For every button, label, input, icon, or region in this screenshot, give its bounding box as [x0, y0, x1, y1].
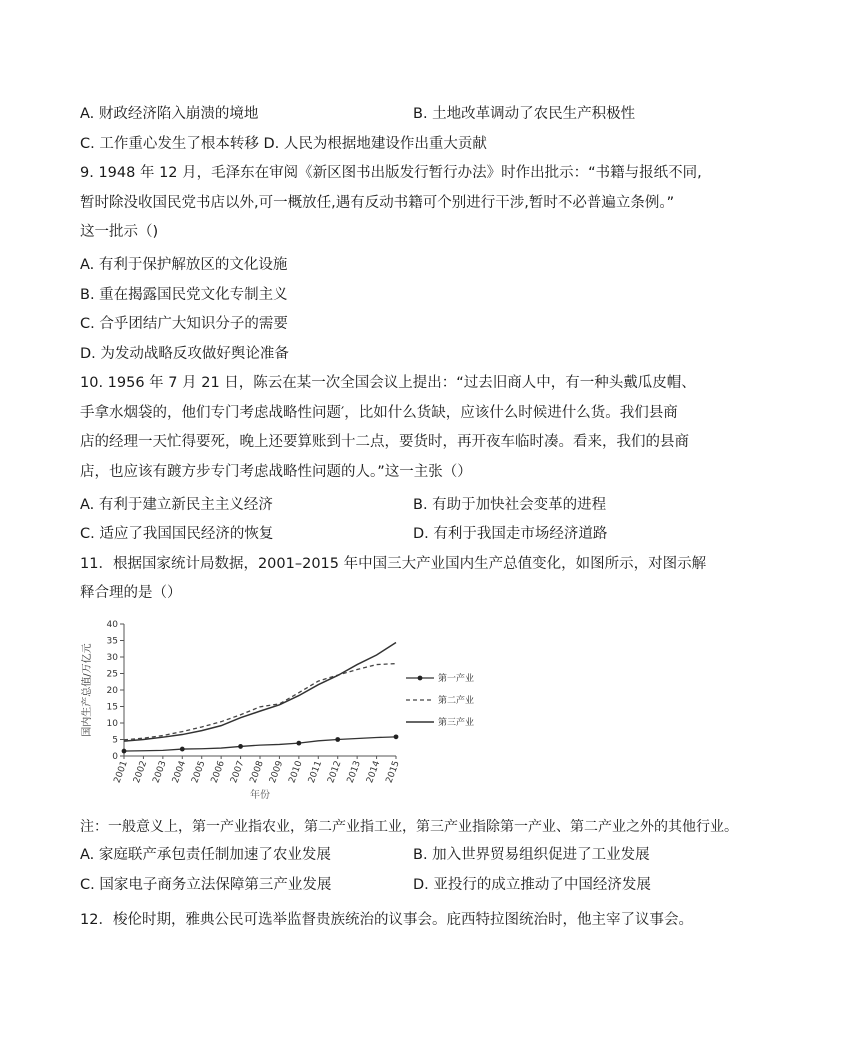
q10-option-a: A. 有利于建立新民主主义经济	[80, 497, 273, 513]
series-1-point	[394, 734, 399, 739]
x-tick-label: 2007	[229, 759, 247, 785]
y-tick-label: 5	[112, 735, 118, 746]
q9-stem-line1: 9. 1948 年 12 月，毛泽东在审阅《新区图书出版发行暂行办法》时作出批示：“书籍与报纸不同,	[80, 165, 702, 181]
q10-stem-line3: 店的经理一天忙得要死，晚上还要算账到十二点，要货时，再开夜车临时凑。看来，我们的县商	[80, 434, 689, 450]
q9-stem-line2: 暂时除没收国民党书店以外,可一概放任,遇有反动书籍可个别进行干涉,暂时不必普遍立条例。”	[80, 195, 675, 211]
q10-option-b: B. 有助于加快社会变革的进程	[413, 497, 607, 513]
y-tick-label: 40	[106, 620, 118, 630]
q9-option-d: D. 为发动战略反攻做好舆论准备	[80, 346, 289, 362]
x-tick-label: 2010	[287, 759, 305, 785]
q11-option-d: D. 亚投行的成立推动了中国经济发展	[413, 877, 651, 893]
q8-option-b: B. 土地改革调动了农民生产积极性	[413, 106, 636, 122]
series-1-point	[238, 744, 243, 749]
x-tick-label: 2008	[248, 759, 266, 785]
y-tick-label: 10	[106, 719, 118, 729]
x-tick-label: 2006	[209, 759, 227, 785]
y-tick-label: 15	[106, 702, 118, 713]
q8-option-cd: C. 工作重心发生了根本转移 D. 人民为根据地建设作出重大贡献	[80, 136, 487, 152]
x-tick-label: 2014	[365, 759, 383, 785]
y-tick-label: 35	[106, 636, 118, 647]
q8-option-a: A. 财政经济陷入崩溃的境地	[80, 106, 259, 122]
series-1-point	[296, 741, 301, 746]
legend-label: 第三产业	[438, 718, 475, 728]
y-tick-label: 25	[106, 669, 118, 680]
x-tick-label: 2015	[384, 759, 402, 785]
q11-stem-line2: 释合理的是（）	[80, 585, 182, 601]
legend-label: 第二产业	[438, 696, 475, 706]
x-tick-label: 2004	[170, 759, 189, 785]
x-tick-label: 2003	[151, 759, 169, 785]
series-1-point	[180, 747, 185, 752]
x-axis-label: 年份	[250, 790, 270, 801]
y-tick-label: 20	[106, 686, 118, 696]
gdp-line-chart	[76, 614, 496, 804]
q12-stem-line1: 12．梭伦时期，雅典公民可选举监督贵族统治的议事会。庇西特拉图统治时，他主宰了议事会。	[80, 912, 693, 928]
q11-note: 注：一般意义上，第一产业指农业，第二产业指工业，第三产业指除第一产业、第二产业之外的其他行业。	[80, 819, 738, 835]
q10-stem-line2: 手拿水烟袋的，他们专门考虑战略性问题′，比如什么货缺，应该什么时候进什么货。我们县商	[80, 405, 678, 421]
q9-stem-line3: 这一批示（)	[80, 224, 159, 240]
x-tick-label: 2012	[326, 759, 344, 785]
y-axis-label: 国内生产总值/万亿元	[82, 643, 93, 737]
series-line-1	[124, 737, 396, 751]
series-1-point	[335, 737, 340, 742]
x-tick-label: 2005	[190, 759, 208, 785]
series-1-point	[122, 749, 127, 754]
q9-option-c: C. 合乎团结广大知识分子的需要	[80, 316, 288, 332]
q9-option-a: A. 有利于保护解放区的文化设施	[80, 257, 288, 273]
x-tick-label: 2011	[306, 759, 325, 785]
legend-marker	[418, 676, 423, 681]
q11-stem-line1: 11．根据国家统计局数据，2001–2015 年中国三大产业国内生产总值变化，如图所示，对图示解	[80, 556, 707, 572]
y-tick-label: 0	[112, 752, 118, 762]
q10-stem-line1: 10. 1956 年 7 月 21 日，陈云在某一次全国会议上提出：“过去旧商人中，有一种头戴瓜皮帽、	[80, 375, 696, 391]
x-tick-label: 2002	[132, 759, 150, 785]
q10-option-d: D. 有利于我国走市场经济道路	[413, 526, 608, 542]
q10-option-c: C. 适应了我国国民经济的恢复	[80, 526, 274, 542]
q9-option-b: B. 重在揭露国民党文化专制主义	[80, 287, 288, 303]
x-tick-label: 2001	[112, 759, 130, 785]
x-tick-label: 2013	[345, 759, 363, 785]
q11-option-b: B. 加入世界贸易组织促进了工业发展	[413, 847, 650, 863]
q11-option-c: C. 国家电子商务立法保障第三产业发展	[80, 877, 332, 893]
legend-label: 第一产业	[438, 674, 475, 684]
y-tick-label: 30	[106, 653, 118, 663]
x-tick-label: 2009	[268, 759, 286, 785]
q11-option-a: A. 家庭联产承包责任制加速了农业发展	[80, 847, 331, 863]
q10-stem-line4: 店，也应该有踱方步专门考虑战略性问题的人。”这一主张（）	[80, 464, 472, 480]
series-line-2	[124, 664, 396, 740]
series-line-3	[124, 642, 396, 741]
